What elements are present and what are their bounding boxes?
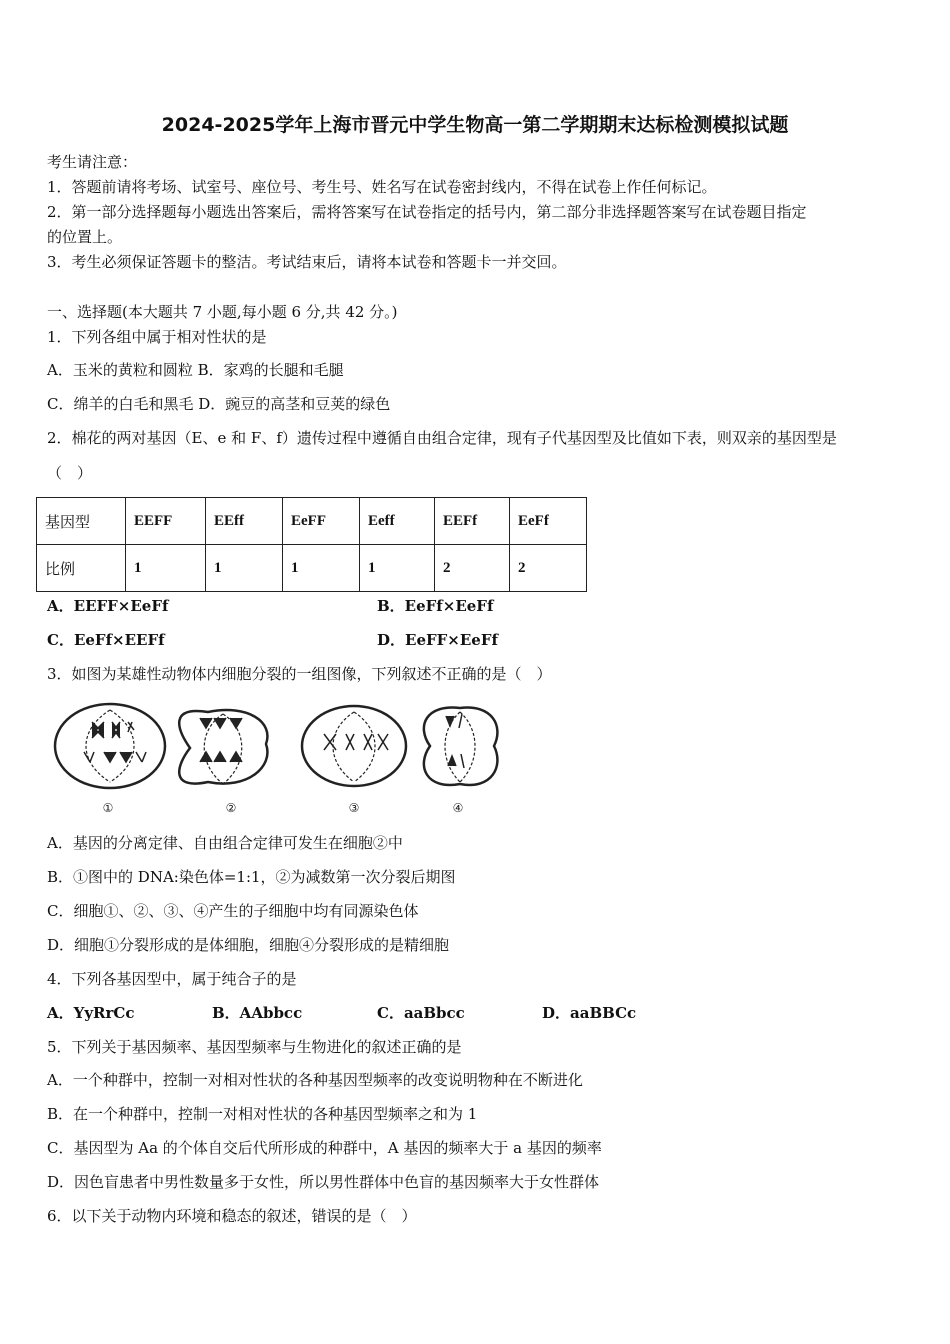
- table-cell: EeFf: [510, 498, 587, 545]
- table-row: [37, 545, 587, 592]
- q2-option-c: C．EeFf×EEFf: [47, 631, 165, 649]
- q5-option-c: C．基因型为 Aa 的个体自交后代所形成的种群中，A 基因的频率大于 a 基因的频率: [47, 1139, 602, 1157]
- table-cell: EeFF: [283, 498, 360, 545]
- chromosome: [200, 718, 242, 728]
- cell-label-2: ②: [225, 801, 237, 815]
- table-cell: 2: [510, 545, 587, 592]
- q2-option-b: B．EeFf×EeFf: [377, 597, 494, 615]
- q2-option-d: D．EeFF×EeFf: [377, 631, 498, 649]
- cell-label-3: ③: [348, 801, 360, 815]
- q5-option-a: A．一个种群中，控制一对相对性状的各种基因型频率的改变说明物种在不断进化: [47, 1071, 583, 1089]
- chromosome: [446, 714, 462, 728]
- q5-option-d: D．因色盲患者中男性数量多于女性，所以男性群体中色盲的基因频率大于女性群体: [47, 1173, 600, 1191]
- chromosome: [346, 734, 354, 750]
- table-cell: 比例: [37, 545, 126, 592]
- table-row: [37, 498, 587, 545]
- q4-option-a: A．YyRrCc: [47, 1004, 135, 1022]
- q4-option-c: C．aaBbcc: [377, 1004, 465, 1022]
- q4-option-d: D．aaBBCc: [542, 1004, 637, 1022]
- chromosome: [378, 734, 388, 750]
- q1-stem: 1．下列各组中属于相对性状的是: [47, 328, 267, 346]
- q3-option-d: D．细胞①分裂形成的是体细胞，细胞④分裂形成的是精细胞: [47, 936, 450, 954]
- chromosome: [448, 754, 464, 768]
- notice-item-2: 2．第一部分选择题每小题选出答案后，需将答案写在试卷指定的括号内，第二部分非选择题答案写在试卷题目指定: [47, 203, 807, 221]
- q3-option-b: B．①图中的 DNA:染色体=1:1，②为减数第一次分裂后期图: [47, 868, 456, 886]
- q5-stem: 5．下列关于基因频率、基因型频率与生物进化的叙述正确的是: [47, 1038, 462, 1056]
- table-cell: Eeff: [360, 498, 435, 545]
- table-cell: EEff: [206, 498, 283, 545]
- q1-options-cd: C．绵羊的白毛和黑毛 D．豌豆的高茎和豆荚的绿色: [47, 395, 391, 413]
- chromosome: [200, 752, 242, 762]
- cell-3-outline: [302, 706, 406, 786]
- table-cell: 2: [435, 545, 510, 592]
- chromosome: [92, 722, 104, 738]
- cell-1-spindle: [86, 710, 134, 782]
- q4-option-b: B．AAbbcc: [212, 1004, 303, 1022]
- notice-header: 考生请注意：: [47, 153, 138, 171]
- q2-option-a: A．EEFF×EeFf: [47, 597, 169, 615]
- table-cell: 1: [206, 545, 283, 592]
- q2-paren: （ ）: [47, 464, 93, 482]
- q2-stem: 2．棉花的两对基因（E、e 和 F、f）遗传过程中遵循自由组合定律，现有子代基因型及比值如下表，则双亲的基因型是: [47, 429, 837, 447]
- cell-division-figure: [48, 700, 518, 822]
- q1-options-ab: A．玉米的黄粒和圆粒 B．家鸡的长腿和毛腿: [47, 361, 344, 379]
- q6-stem: 6．以下关于动物内环境和稳态的叙述，错误的是（ ）: [47, 1207, 417, 1225]
- notice-item-2-cont: 的位置上。: [47, 228, 123, 246]
- q3-option-c: C．细胞①、②、③、④产生的子细胞中均有同源染色体: [47, 902, 419, 920]
- table-cell: EEFf: [435, 498, 510, 545]
- notice-item-1: 1．答题前请将考场、试室号、座位号、考生号、姓名写在试卷密封线内，不得在试卷上作任何标记。: [47, 178, 717, 196]
- chromosome: [112, 722, 120, 738]
- table-cell: EEFF: [126, 498, 206, 545]
- chromosome: [128, 722, 134, 732]
- cell-label-1: ①: [102, 801, 114, 815]
- chromosome: [364, 734, 372, 750]
- q5-option-b: B．在一个种群中，控制一对相对性状的各种基因型频率之和为 1: [47, 1105, 478, 1123]
- section-heading: 一、选择题(本大题共 7 小题,每小题 6 分,共 42 分。): [47, 303, 398, 321]
- chromosome: [104, 752, 116, 762]
- q3-option-a: A．基因的分离定律、自由组合定律可发生在细胞②中: [47, 834, 403, 852]
- table-cell: 基因型: [37, 498, 126, 545]
- chromosome: [84, 752, 94, 762]
- chromosome: [324, 734, 336, 750]
- page-title: 2024-2025学年上海市晋元中学生物高一第二学期期末达标检测模拟试题: [161, 114, 789, 136]
- cell-label-4: ④: [452, 801, 464, 815]
- table-cell: 1: [283, 545, 360, 592]
- table-cell: 1: [126, 545, 206, 592]
- cell-1-outline: [55, 704, 165, 788]
- notice-item-3: 3．考生必须保证答题卡的整洁。考试结束后，请将本试卷和答题卡一并交回。: [47, 253, 567, 271]
- cell-3-spindle: [333, 712, 375, 782]
- chromosome: [136, 752, 146, 762]
- q4-stem: 4．下列各基因型中，属于纯合子的是: [47, 970, 297, 988]
- q3-stem: 3．如图为某雄性动物体内细胞分裂的一组图像，下列叙述不正确的是（ ）: [47, 665, 552, 683]
- genotype-table: [36, 497, 587, 592]
- table-cell: 1: [360, 545, 435, 592]
